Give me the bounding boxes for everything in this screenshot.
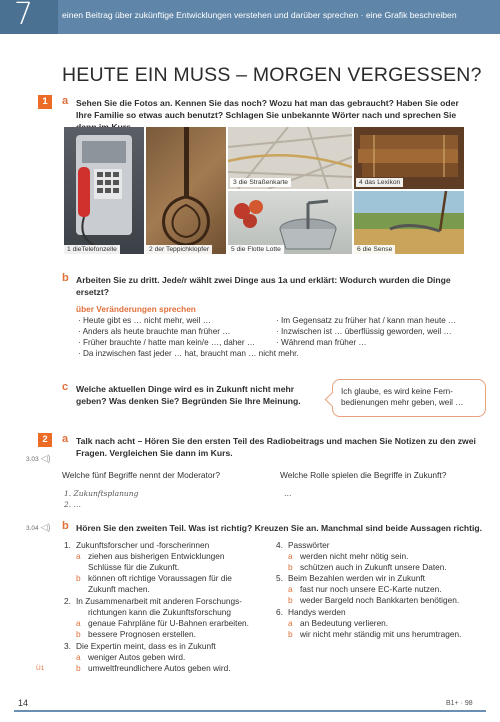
- question-1: Welche fünf Begriffe nennt der Moderator?: [62, 470, 220, 480]
- task-1c-text: Welche aktuellen Dinge wird es in Zukunft nicht mehr geben? Was denken Sie? Begründen Sie Ihre Meinung.: [76, 384, 301, 406]
- photo-teppichklopfer: [146, 127, 226, 254]
- option-1a-cont: Schlüsse für die Zukunft.: [88, 562, 180, 572]
- item-4: 4. Passwörter: [276, 540, 330, 550]
- footer-rule: [14, 710, 486, 712]
- note-1: 1. Zukunftsplanung: [64, 489, 139, 498]
- photo-caption-4: 4 das Lexikon: [356, 178, 403, 187]
- task-letter-1a: a: [62, 95, 69, 107]
- task-2b-text: Hören Sie den zweiten Teil. Was ist richtig? Kreuzen Sie an. Manchmal sind beide Aussagen richtig.: [76, 523, 483, 533]
- photo-lexikon: [354, 127, 464, 189]
- option-1b[interactable]: b können oft richtige Voraussagen für die: [76, 573, 232, 583]
- exercise-number-2: 2: [38, 433, 52, 447]
- phrase-box-title: über Veränderungen sprechen: [76, 304, 196, 314]
- level-indicator: B1+ · 98: [446, 700, 473, 707]
- photo-caption-3: 3 die Straßenkarte: [230, 178, 291, 187]
- audio-track-2a: 3.03 ◁): [26, 453, 51, 463]
- task-letter-2b: b: [62, 520, 69, 532]
- option-4b[interactable]: b schützen auch in Zukunft unsere Daten.: [288, 562, 447, 572]
- photo-strassenkarte: [228, 127, 352, 189]
- carpet-beater-icon: [146, 127, 226, 254]
- speaker-icon: ◁): [40, 522, 51, 532]
- option-3b[interactable]: b umweltfreundlichere Autos geben wird.: [76, 663, 231, 673]
- telephone-icon: [64, 127, 144, 254]
- page-title: HEUTE EIN MUSS – MORGEN VERGESSEN?: [62, 64, 482, 86]
- option-5b[interactable]: b weder Bargeld noch Bankkarten benötigen.: [288, 595, 460, 605]
- option-1b-cont: Zukunft machen.: [88, 584, 150, 594]
- chapter-tab: [0, 0, 58, 34]
- phrase-left-4: · Da inzwischen fast jeder … hat, braucht man … nicht mehr.: [78, 349, 299, 358]
- option-1a[interactable]: a ziehen aus bisherigen Entwicklungen: [76, 551, 225, 561]
- option-6b[interactable]: b wir nicht mehr ständig mit uns herumtragen.: [288, 629, 462, 639]
- task-1a-text: Sehen Sie die Fotos an. Kennen Sie das noch? Wozu hat man das gebraucht? Haben Sie oder Ihre Familie so etwas auch benutzt? Schlagen Sie unbekannte Wörter nach und sprechen Sie: [76, 98, 459, 120]
- phrase-right-2: · Inzwischen ist … überflüssig geworden, weil …: [276, 327, 452, 336]
- item-2-cont: richtungen kann die Zukunftsforschung: [88, 607, 231, 617]
- phrase-right-1: · Im Gegensatz zu früher hat / kann man heute …: [276, 316, 457, 325]
- task-letter-2a: a: [62, 433, 69, 445]
- photo-flotte-lotte: [228, 191, 352, 254]
- photo-caption-1: 1 dieTelefonzelle: [64, 245, 120, 254]
- exercise-number-1: 1: [38, 95, 52, 109]
- speaker-icon: ◁): [40, 453, 51, 463]
- chapter-number: 7: [14, 0, 34, 32]
- phrase-left-1: · Heute gibt es … nicht mehr, weil …: [78, 316, 211, 325]
- task-letter-1c: c: [62, 381, 69, 393]
- photo-caption-5: 5 die Flotte Lotte: [228, 245, 284, 254]
- audio-track-2b: 3.04 ◁): [26, 522, 51, 532]
- note-2: 2. …: [64, 500, 82, 509]
- phrase-left-2: · Anders als heute brauchte man früher …: [78, 327, 231, 336]
- phrase-left-3: · Früher brauchte / hatte man kein/e …, daher …: [78, 338, 256, 347]
- item-1: 1. Zukunftsforscher und -forscherinnen: [64, 540, 210, 550]
- question-2: Welche Rolle spielen die Begriffe in Zukunft?: [280, 470, 447, 480]
- item-3: 3. Die Expertin meint, dass es in Zukunft: [64, 641, 216, 651]
- task-2a-text: Talk nach acht – Hören Sie den ersten Teil des Radiobeitrags und machen Sie Notizen zu den zwei Fragen. Vergleichen Sie dann im Kurs.: [76, 436, 476, 458]
- phrase-right-3: · Während man früher …: [276, 338, 367, 347]
- option-5a[interactable]: a fast nur noch unsere EC-Karte nutzen.: [288, 584, 442, 594]
- page-number: 14: [18, 698, 29, 708]
- task-1b-text: Arbeiten Sie zu dritt. Jede/r wählt zwei Dinge aus 1a und erklärt: Wodurch wurden die Dinge ersetzt?: [76, 275, 451, 297]
- chapter-subtitle: einen Beitrag über zukünftige Entwicklungen verstehen und darüber sprechen · eine Grafik beschreiben: [62, 10, 457, 20]
- speech-bubble: Ich glaube, es wird keine Fern-bedienungen mehr geben, weil …: [332, 379, 486, 417]
- note-3: …: [284, 489, 292, 498]
- item-5: 5. Beim Bezahlen werden wir in Zukunft: [276, 573, 425, 583]
- photo-sense: [354, 191, 464, 254]
- option-4a[interactable]: a werden nicht mehr nötig sein.: [288, 551, 409, 561]
- photo-caption-6: 6 die Sense: [354, 245, 395, 254]
- option-2b[interactable]: b bessere Prognosen erstellen.: [76, 629, 196, 639]
- option-6a[interactable]: a an Bedeutung verlieren.: [288, 618, 389, 628]
- option-2a[interactable]: a genaue Fahrpläne für U-Bahnen erarbeiten.: [76, 618, 249, 628]
- item-2: 2. In Zusammenarbeit mit anderen Forschungs-: [64, 596, 243, 606]
- photo-caption-2: 2 der Teppichklopfer: [146, 245, 212, 254]
- item-6: 6. Handys werden: [276, 607, 346, 617]
- margin-note: Ü1: [36, 665, 45, 672]
- task-letter-1b: b: [62, 272, 69, 284]
- option-3a[interactable]: a weniger Autos geben wird.: [76, 652, 186, 662]
- photo-telefonzelle: [64, 127, 144, 254]
